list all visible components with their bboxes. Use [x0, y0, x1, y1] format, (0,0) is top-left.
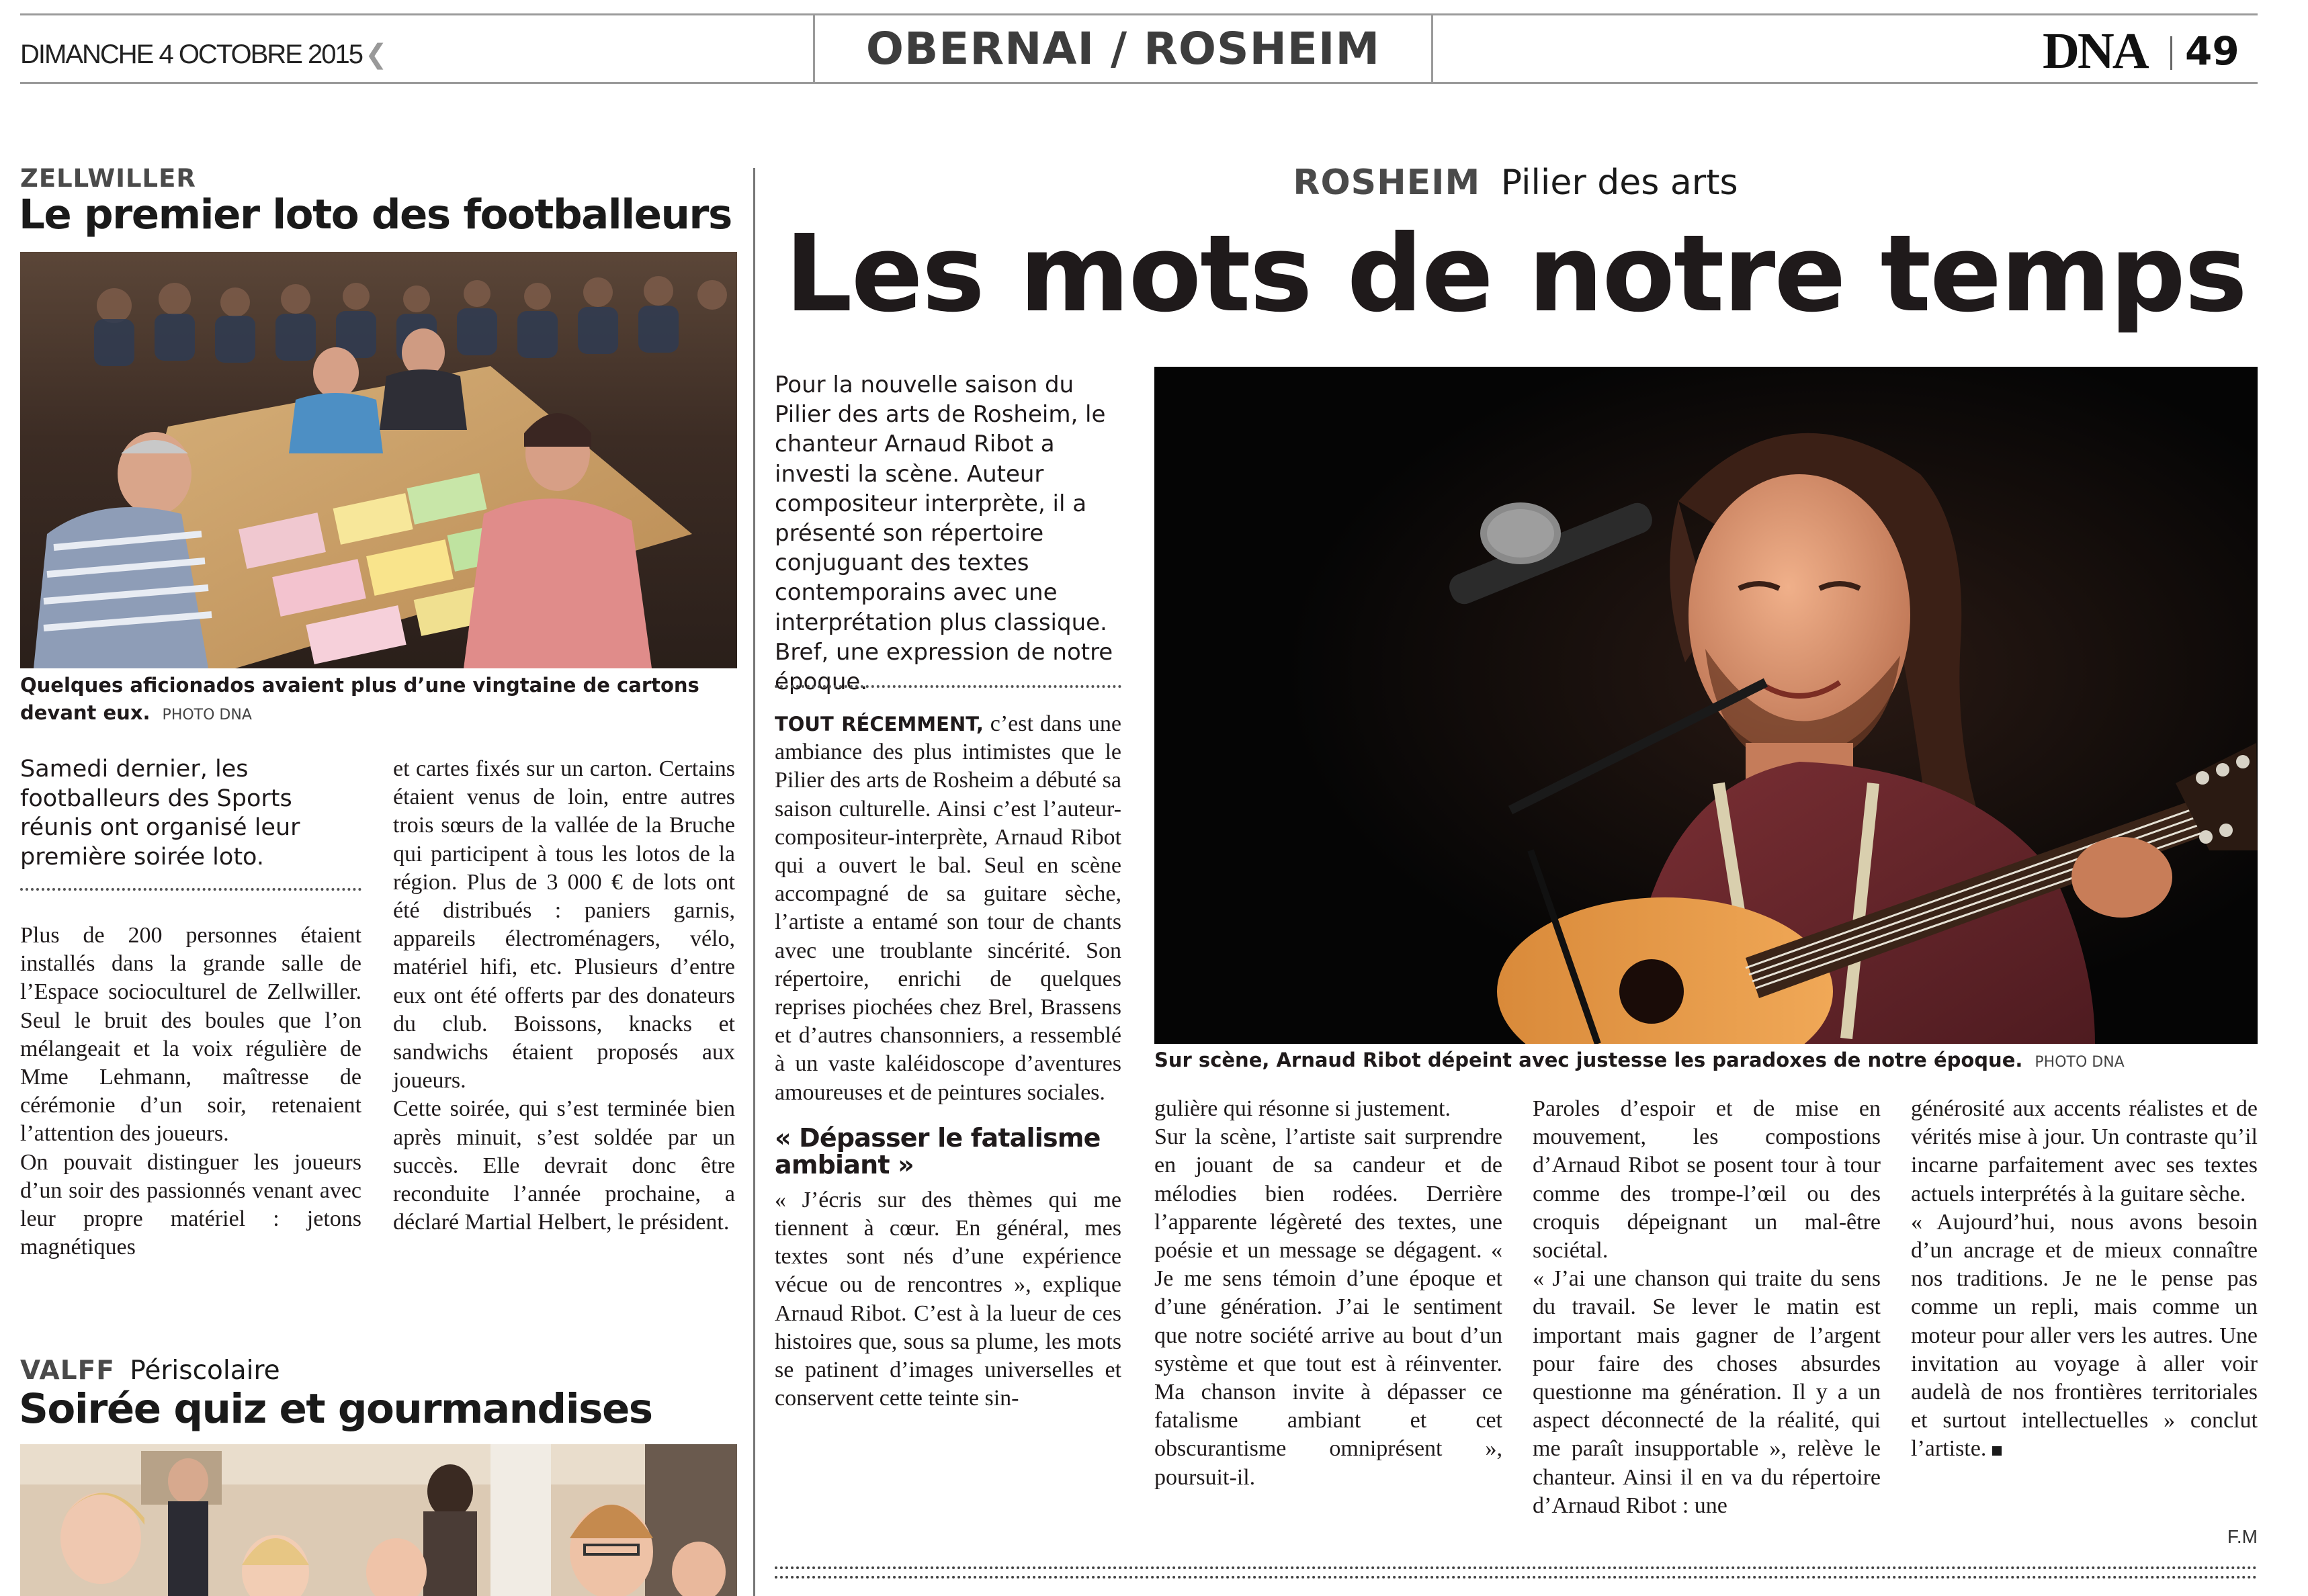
main-lede-caps: TOUT RÉCEMMENT, [775, 713, 984, 736]
singer-caption-text: Sur scène, Arnaud Ribot dépeint avec justesse les paradoxes de notre époque. [1154, 1049, 2023, 1071]
main-col4-text-2: « Aujourd’hui, nous avons besoin d’un ancrage et de mieux connaître nos traditions. Je ne le pense pas comme un repli, mais comme un moteur pour aller vers les autres. Une invitation au voyage à aller voir audelà de nos frontières territoriales et surtout intellectuelles » conclut l’artiste. [1911, 1209, 2258, 1462]
valff-kicker-town: VALFF [20, 1356, 115, 1386]
main-col1-paragraph [775, 710, 1121, 1107]
main-col1-text: c’est dans une ambiance des plus intimistes que le Pilier des arts de Rosheim a débuté sa saison culturelle. Ainsi c’est l’auteur-compositeur-interprète, Arnaud Ribot qui a ouvert le bal. Seul en scène accompagné de sa guitare sèche, l’artiste a entamé son tour de chants avec une troublante sincérité. Son répertoire, enrichi de quelques reprises piochées chez Brel, Brassens et d’autres chansonniers, a ressemblé à un vaste kaléidoscope d’aventures amoureuses et de peintures sociales. [775, 711, 1121, 1105]
main-bottom-rule [775, 1566, 2258, 1579]
left-col1-paragraph: Plus de 200 personnes étaient installés dans la grande salle de l’Espace socioculturel de Zellwiller. Seul le bruit des boules que l’on mélangeait et la voix régulière de Mme Lehmann, maîtresse de cérémonie d’un soir, retenaient l’attention des joueurs. [20, 923, 361, 1147]
column-rule-main [753, 168, 755, 1596]
valff-kicker-topic: Périscolaire [130, 1356, 280, 1386]
loto-photo-caption [20, 672, 737, 727]
valff-title: Soirée quiz et gourmandises [19, 1385, 652, 1433]
header-top-rule [20, 13, 2258, 15]
header-date [20, 39, 386, 70]
left-lead-separator [20, 888, 361, 891]
main-kicker-topic: Pilier des arts [1500, 163, 1738, 203]
left-col2-paragraph: et cartes fixés sur un carton. Certains étaient venus de loin, entre autres trois sœurs de la vallée de la Bruche qui participent à tous les lotos de la région. Plus de 3 000 € de lots ont été distribués : paniers garnis, appareils électroménagers, vélo, matériel hifi, etc. Plusieurs d’entre eux ont été offerts par des donateurs du club. Boissons, knacks et sandwichs étaient proposés aux joueurs. [393, 756, 735, 1094]
main-col1 [775, 710, 1121, 1413]
loto-caption-credit: PHOTO DNA [162, 707, 252, 723]
main-col4-paragraph: générosité aux accents réalistes et de vérités mise à jour. Un contraste qu’il incarne parfaitement avec ses textes actuels interprétés à la guitare sèche. [1911, 1096, 2258, 1206]
header-date-text: DIMANCHE 4 OCTOBRE 2015 [20, 40, 362, 69]
main-col4 [1911, 1095, 2258, 1464]
main-subhead: « Dépasser le fatalisme ambiant » [775, 1122, 1101, 1180]
main-kicker-town: ROSHEIM [1293, 163, 1481, 203]
left-col1-paragraph-2: On pouvait distinguer les joueurs d’un soir des passionnés venant avec leur propre matériel : jetons magnétiques [20, 1149, 361, 1260]
main-kicker [771, 163, 2260, 203]
left-col2-paragraph-2: Cette soirée, qui s’est terminée bien après minuit, s’est soldée par un succès. Elle devrait donc être reconduite l’année prochaine, a déclaré Martial Helbert, le président. [393, 1096, 735, 1235]
main-col3-paragraph-2: « J’ai une chanson qui traite du sens du travail. Se lever le matin est important mais gagner de l’argent pour faire des choses absurdes questionne ma génération. Il y a un aspect déconnecté de la réalité, qui me paraît insupportable », relève le chanteur. Ainsi il en va du répertoire d’Arnaud Ribot : une [1533, 1266, 1881, 1518]
logo-page-divider [2170, 36, 2172, 70]
main-signature: F.M [2227, 1526, 2258, 1547]
main-headline: Les mots de notre temps [784, 212, 2247, 336]
main-chapo-separator [775, 685, 1121, 688]
main-col1-paragraph-2: « J’écris sur des thèmes qui me tiennent à cœur. En général, mes textes sont nés d’une expérience vécue ou de rencontres », explique Arnaud Ribot. C’est à la lueur de ces histoires que, sous sa plume, les mots se patinent d’images universelles et conservent cette teinte sin- [775, 1187, 1121, 1411]
main-col2 [1154, 1095, 1502, 1492]
singer-photo [1154, 367, 2258, 1044]
main-col2-paragraph-2: Sur la scène, l’artiste sait surprendre en jouant de sa candeur et de mélodies bien rodées. Derrière l’apparente légèreté des textes, une poésie et un message se dégagent. « Je me sens témoin d’une époque et d’une génération. J’ai le sentiment que notre société arrive au bout d’un système et que tout est à réinventer. Ma chanson invite à dépasser ce fatalisme ambiant et cet obscurantisme omniprésent », poursuit-il. [1154, 1124, 1502, 1490]
section-title: OBERNAI / ROSHEIM [865, 23, 1381, 75]
loto-caption-text: Quelques aficionados avaient plus d’une vingtaine de cartons devant eux. [20, 674, 699, 724]
singer-caption-credit: PHOTO DNA [2035, 1054, 2125, 1071]
end-square-icon [1992, 1446, 2002, 1456]
main-chapo-text: Pour la nouvelle saison du Pilier des arts de Rosheim, le chanteur Arnaud Ribot a investi la scène. Auteur compositeur interprète, il a présenté son répertoire conjuguant des textes contemporains avec une interprétation plus classique. Bref, une expression de notre époque. [775, 371, 1113, 696]
chevron-left-icon: ❮ [364, 40, 386, 69]
main-col3-paragraph: Paroles d’espoir et de mise en mouvement, les compostions d’Arnaud Ribot se posent tour à tour comme des trompe-l’œil ou des croquis dépeignant un mal-être sociétal. [1533, 1096, 1881, 1264]
header-bottom-rule [20, 82, 2258, 84]
valff-kicker [20, 1356, 280, 1386]
header-separator-right [1431, 13, 1433, 83]
singer-photo-caption [1154, 1047, 2258, 1074]
main-col2-paragraph: gulière qui résonne si justement. [1154, 1096, 1451, 1121]
main-chapo [775, 370, 1121, 697]
newspaper-logo: DNA [2043, 23, 2147, 79]
main-col4-paragraph-2 [1911, 1208, 2258, 1464]
left-article-col1-body [20, 922, 361, 1261]
left-article-col1 [20, 755, 361, 872]
page-number: 49 [2185, 28, 2239, 74]
loto-photo [20, 252, 737, 668]
left-article-title: Le premier loto des footballeurs [19, 191, 732, 238]
main-col3 [1533, 1095, 1881, 1520]
quiz-photo [20, 1444, 737, 1596]
left-article-col2 [393, 755, 735, 1237]
left-article-lead: Samedi dernier, les footballeurs des Sports réunis ont organisé leur première soirée loto. [20, 756, 300, 871]
left-article-kicker: ZELLWILLER [20, 164, 196, 193]
